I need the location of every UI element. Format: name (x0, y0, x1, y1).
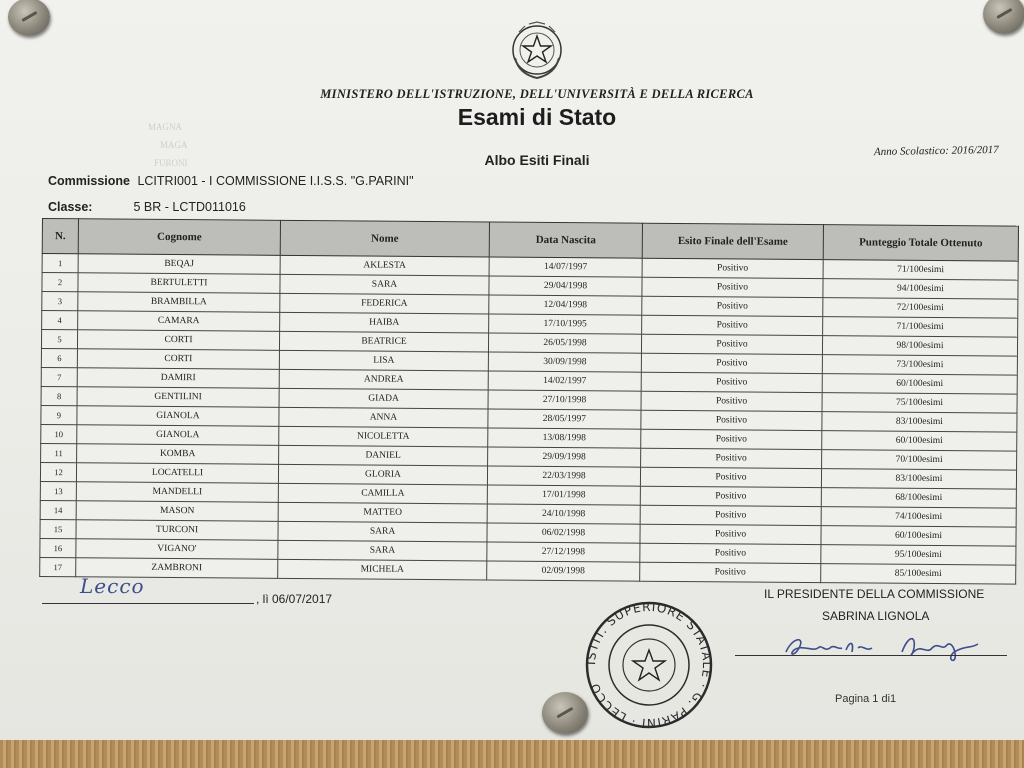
cell-punteggio: 70/100esimi (822, 450, 1017, 471)
cell-n: 8 (41, 386, 77, 405)
class-label: Classe: (48, 200, 93, 214)
commission-line (48, 174, 414, 188)
cell-esito: Positivo (640, 486, 821, 506)
header-nome: Nome (280, 220, 489, 257)
page-number: Pagina 1 di1 (835, 693, 897, 705)
header-data-nascita: Data Nascita (489, 222, 642, 258)
cell-n: 2 (42, 273, 78, 292)
cell-data-nascita: 27/10/1998 (488, 390, 641, 410)
cell-data-nascita: 22/03/1998 (487, 466, 640, 486)
class-value: 5 BR - LCTD011016 (133, 200, 246, 214)
cell-n: 9 (41, 405, 77, 424)
cell-cognome: DAMIRI (77, 368, 279, 389)
cell-n: 17 (40, 557, 76, 576)
cell-cognome: LOCATELLI (76, 463, 278, 484)
cell-esito: Positivo (641, 353, 822, 373)
cell-data-nascita: 06/02/1998 (487, 523, 640, 543)
cell-cognome: CORTI (77, 330, 279, 351)
bleed-through-text: MAGNA (148, 122, 183, 132)
cell-nome: SARA (278, 540, 487, 561)
cell-nome: AKLESTA (280, 255, 489, 276)
document-title: Esami di Stato (457, 104, 617, 130)
cell-nome: SARA (278, 521, 487, 542)
cell-data-nascita: 29/04/1998 (489, 276, 642, 296)
cell-nome: GIADA (279, 388, 488, 409)
cell-cognome: MANDELLI (76, 482, 278, 503)
italian-republic-emblem-icon (509, 20, 565, 82)
cell-esito: Positivo (640, 524, 821, 544)
stamp-text: ISTIT. SUPERIORE STATALE · G. PARINI · LECCO (583, 600, 715, 730)
cell-cognome: BRAMBILLA (78, 292, 280, 313)
cell-punteggio: 98/100esimi (822, 336, 1017, 357)
cell-esito: Positivo (641, 448, 822, 468)
cell-cognome: BERTULETTI (78, 273, 280, 294)
cell-punteggio: 71/100esimi (823, 260, 1018, 281)
cell-n: 16 (40, 538, 76, 557)
cell-cognome: MASON (76, 501, 278, 522)
svg-text:ISTIT. SUPERIORE STATALE · G. (584, 600, 714, 730)
signature-icon (782, 626, 992, 666)
cell-nome: MICHELA (278, 559, 487, 580)
cell-esito: Positivo (641, 429, 822, 449)
cell-punteggio: 83/100esimi (822, 412, 1017, 433)
cell-n: 14 (40, 500, 76, 519)
cell-cognome: VIGANO' (76, 539, 278, 560)
commission-value: LCITRI001 - I COMMISSIONE I.I.S.S. "G.PARINI" (137, 174, 414, 188)
place-handwritten: Lecco (80, 574, 145, 598)
cell-esito: Positivo (640, 543, 821, 563)
cell-esito: Positivo (641, 372, 822, 392)
cell-cognome: CORTI (77, 349, 279, 370)
president-name: SABRINA LIGNOLA (822, 609, 930, 623)
cell-data-nascita: 14/07/1997 (489, 257, 642, 277)
document-subtitle: Albo Esiti Finali (484, 152, 590, 168)
push-pin-icon (983, 0, 1024, 34)
cell-n: 5 (41, 330, 77, 349)
cell-n: 4 (42, 311, 78, 330)
ministry-heading: MINISTERO DELL'ISTRUZIONE, DELL'UNIVERSITÀ E DELLA RICERCA (320, 87, 754, 101)
cell-n: 11 (41, 443, 77, 462)
cell-data-nascita: 17/01/1998 (487, 485, 640, 505)
cell-n: 1 (42, 254, 78, 273)
cell-punteggio: 73/100esimi (822, 355, 1017, 376)
cell-n: 6 (41, 348, 77, 367)
cell-punteggio: 72/100esimi (823, 298, 1018, 319)
cell-data-nascita: 17/10/1995 (489, 314, 642, 334)
cell-cognome: KOMBA (77, 444, 279, 465)
cell-nome: GLORIA (278, 464, 487, 485)
cell-punteggio: 85/100esimi (821, 564, 1016, 585)
cell-n: 13 (40, 481, 76, 500)
cell-nome: SARA (280, 274, 489, 295)
cell-data-nascita: 29/09/1998 (488, 447, 641, 467)
cell-esito: Positivo (642, 258, 823, 278)
place-underline (42, 577, 254, 604)
cell-cognome: ZAMBRONI (76, 558, 278, 579)
results-table (39, 218, 1019, 585)
cell-data-nascita: 26/05/1998 (488, 333, 641, 353)
class-line (48, 200, 246, 214)
cell-data-nascita: 27/12/1998 (487, 542, 640, 562)
cell-punteggio: 68/100esimi (821, 488, 1016, 509)
cell-cognome: CAMARA (78, 311, 280, 332)
push-pin-icon (542, 692, 588, 734)
cell-nome: HAIBA (280, 312, 489, 333)
cell-punteggio: 60/100esimi (822, 374, 1017, 395)
cell-nome: ANDREA (279, 369, 488, 390)
header-cognome: Cognome (78, 219, 280, 256)
cell-n: 7 (41, 367, 77, 386)
cell-cognome: GIANOLA (77, 425, 279, 446)
cork-board (0, 740, 1024, 768)
cell-data-nascita: 28/05/1997 (488, 409, 641, 429)
cell-punteggio: 74/100esimi (821, 507, 1016, 528)
cell-nome: BEATRICE (279, 331, 488, 352)
cell-esito: Positivo (641, 391, 822, 411)
cell-punteggio: 95/100esimi (821, 545, 1016, 566)
cell-n: 15 (40, 519, 76, 538)
cell-data-nascita: 02/09/1998 (487, 561, 640, 581)
signature-line (735, 655, 1007, 656)
cell-esito: Positivo (642, 315, 823, 335)
cell-data-nascita: 24/10/1998 (487, 504, 640, 524)
header-punteggio: Punteggio Totale Ottenuto (823, 225, 1018, 262)
cell-data-nascita: 30/09/1998 (488, 352, 641, 372)
commission-label: Commissione (48, 174, 130, 188)
cell-nome: NICOLETTA (279, 426, 488, 447)
cell-esito: Positivo (642, 277, 823, 297)
cell-esito: Positivo (640, 505, 821, 525)
header-n: N. (42, 219, 78, 254)
cell-n: 3 (42, 292, 78, 311)
cell-esito: Positivo (640, 562, 821, 582)
cell-cognome: GENTILINI (77, 387, 279, 408)
cell-n: 10 (41, 424, 77, 443)
cell-punteggio: 83/100esimi (821, 469, 1016, 490)
cell-nome: DANIEL (279, 445, 488, 466)
cell-nome: CAMILLA (278, 483, 487, 504)
header-esito: Esito Finale dell'Esame (642, 223, 823, 259)
cell-cognome: GIANOLA (77, 406, 279, 427)
bleed-through-text: MAGA (160, 140, 188, 150)
cell-nome: FEDERICA (280, 293, 489, 314)
cell-data-nascita: 12/04/1998 (489, 295, 642, 315)
cell-punteggio: 60/100esimi (822, 431, 1017, 452)
cell-data-nascita: 14/02/1997 (488, 371, 641, 391)
cell-nome: LISA (279, 350, 488, 371)
cell-cognome: TURCONI (76, 520, 278, 541)
cell-punteggio: 94/100esimi (823, 279, 1018, 300)
bleed-through-text: FURONI (154, 158, 188, 168)
issue-date: , lì 06/07/2017 (256, 592, 333, 606)
president-label: IL PRESIDENTE DELLA COMMISSIONE (764, 587, 985, 601)
cell-cognome: BEQAJ (78, 254, 280, 275)
cell-nome: MATTEO (278, 502, 487, 523)
cell-esito: Positivo (640, 467, 821, 487)
cell-punteggio: 60/100esimi (821, 526, 1016, 547)
cell-data-nascita: 13/08/1998 (488, 428, 641, 448)
school-year: Anno Scolastico: 2016/2017 (873, 143, 999, 159)
cell-punteggio: 75/100esimi (822, 393, 1017, 414)
cell-nome: ANNA (279, 407, 488, 428)
cell-esito: Positivo (641, 334, 822, 354)
school-stamp-icon (578, 600, 720, 730)
cell-esito: Positivo (641, 410, 822, 430)
cell-n: 12 (40, 462, 76, 481)
cell-esito: Positivo (642, 296, 823, 316)
cell-punteggio: 71/100esimi (823, 317, 1018, 338)
